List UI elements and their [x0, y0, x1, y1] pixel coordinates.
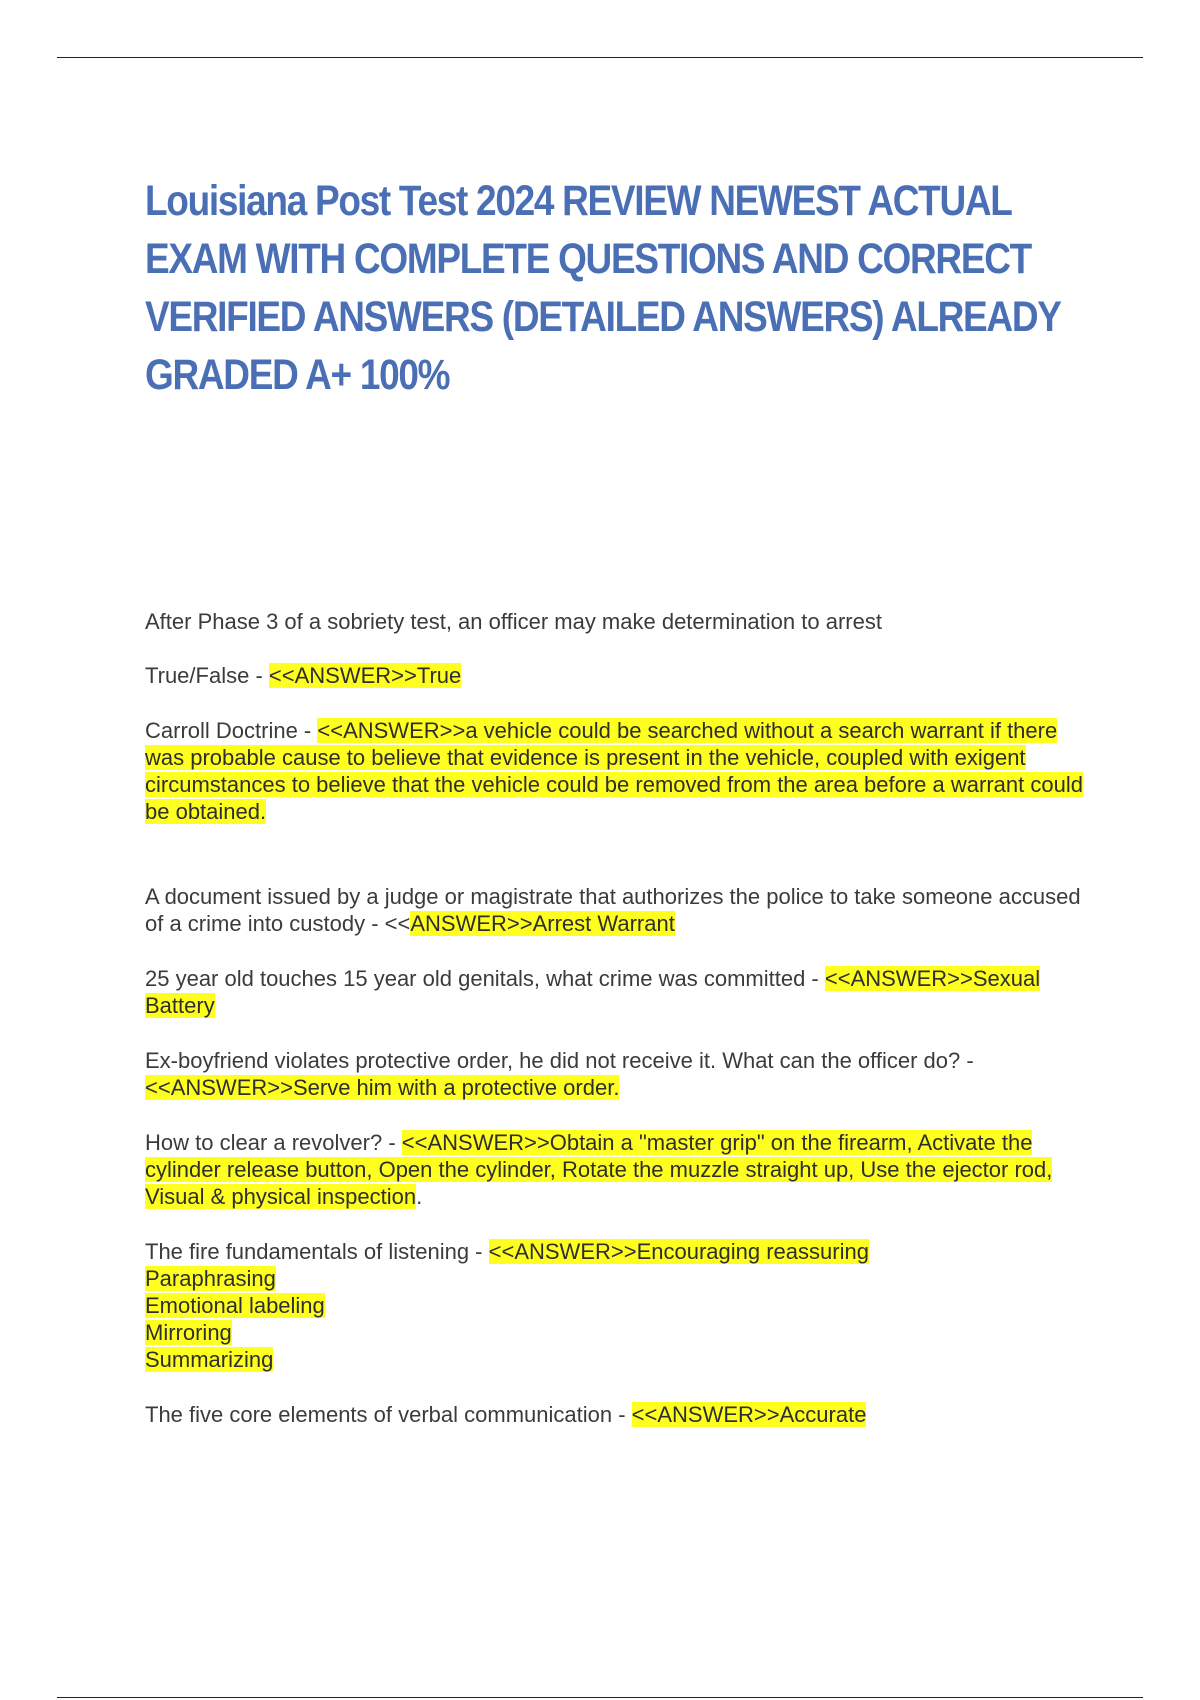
- question-text: The fire fundamentals of listening -: [145, 1239, 489, 1264]
- list-item: [145, 717, 1090, 825]
- answer-line: [145, 1265, 1090, 1292]
- answer-highlight: <<ANSWER>>Encouraging reassuring: [488, 1239, 869, 1264]
- document-title: Louisiana Post Test 2024 REVIEW NEWEST ACTUAL EXAM WITH COMPLETE QUESTIONS AND CORRECT VERIFIED ANSWERS (DETAILED ANSWERS) ALREADY GRADED A+ 100%: [145, 177, 1060, 399]
- answer-highlight: Mirroring: [145, 1320, 232, 1345]
- answer-highlight: Summarizing: [145, 1347, 274, 1372]
- question-text: After Phase 3 of a sobriety test, an officer may make determination to arrest: [145, 609, 882, 634]
- answer-highlight: <<ANSWER>>Accurate: [631, 1402, 867, 1427]
- question-text: 25 year old touches 15 year old genitals, what crime was committed -: [145, 966, 825, 991]
- answer-highlight: Emotional labeling: [145, 1293, 325, 1318]
- answer-line: [145, 1319, 1090, 1346]
- trailing-punctuation: .: [416, 1184, 423, 1209]
- question-text: A document issued by a judge or magistrate that authorizes the police to take someone accused of a crime into custody - <<: [145, 884, 1081, 936]
- answer-highlight: <<ANSWER>>a vehicle could be searched without a search warrant if there was probable cause to believe that evidence is present in the vehicle, coupled with exigent circumstances to believe that the vehicle could be removed from the area before a warrant could be obtained.: [145, 718, 1083, 824]
- answer-line: [145, 1346, 1090, 1373]
- list-item: [145, 662, 1090, 689]
- answer-highlight: Paraphrasing: [145, 1266, 276, 1291]
- list-item: [145, 1238, 1090, 1373]
- list-item: [145, 608, 1090, 635]
- list-item: [145, 883, 1090, 937]
- answer-highlight: ANSWER>>Arrest Warrant: [410, 911, 675, 936]
- qa-list: [145, 608, 1090, 1428]
- list-item: [145, 1129, 1090, 1210]
- list-item: [145, 965, 1090, 1019]
- answer-line: [145, 1292, 1090, 1319]
- question-text: Carroll Doctrine -: [145, 718, 318, 743]
- bottom-rule: [57, 1697, 1143, 1698]
- answer-highlight: <<ANSWER>>True: [268, 663, 462, 688]
- question-text: The five core elements of verbal communication -: [145, 1402, 632, 1427]
- list-item: [145, 1047, 1090, 1101]
- list-item: [145, 1401, 1090, 1428]
- answer-highlight: <<ANSWER>>Obtain a "master grip" on the firearm, Activate the cylinder release button, Open the cylinder, Rotate the muzzle straight up, Use the ejector rod, Visual & physical inspection: [145, 1130, 1053, 1209]
- answer-highlight: <<ANSWER>>Serve him with a protective order.: [145, 1075, 620, 1100]
- question-text: Ex-boyfriend violates protective order, he did not receive it. What can the officer do? -: [145, 1048, 974, 1073]
- question-text: True/False -: [145, 663, 269, 688]
- question-text: How to clear a revolver? -: [145, 1130, 402, 1155]
- answer-highlight: <<ANSWER>>Sexual Battery: [145, 966, 1041, 1018]
- top-rule: [57, 57, 1143, 58]
